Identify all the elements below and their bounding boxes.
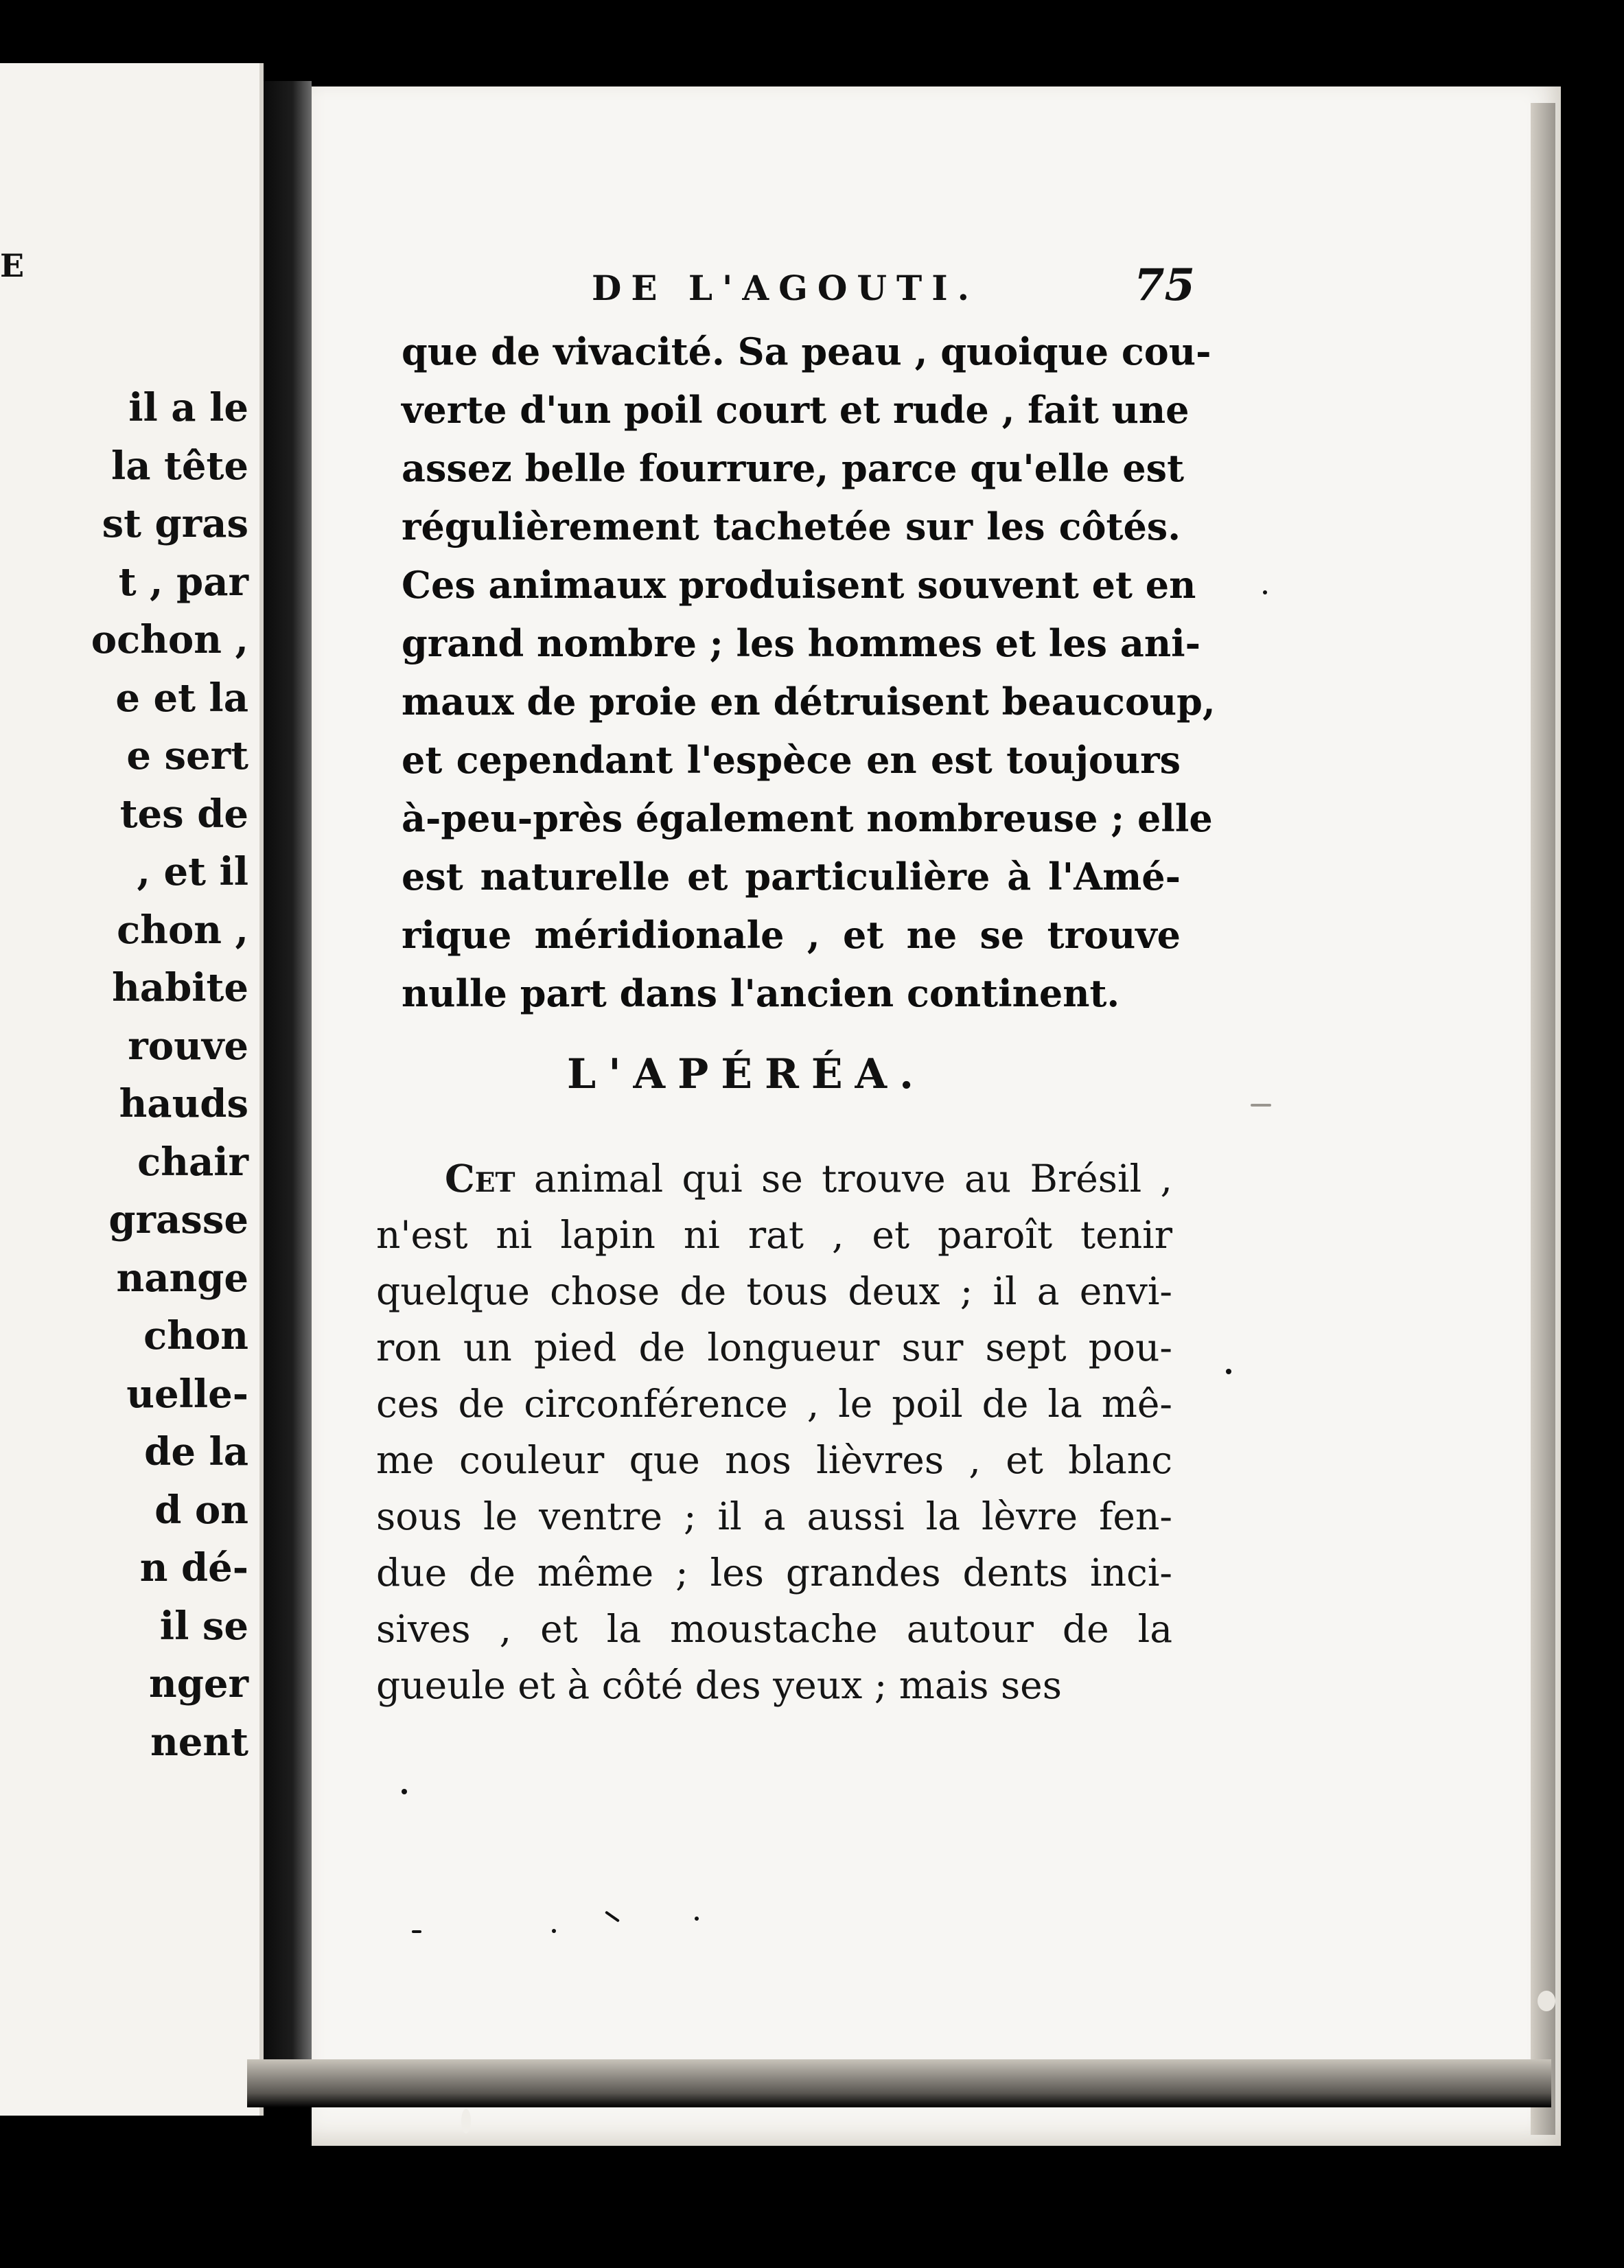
text-line: due de même ; les grandes dents inci- bbox=[376, 1551, 1172, 1595]
left-line: , et il bbox=[137, 849, 248, 894]
text-line: ces de circonférence , le poil de la mê- bbox=[376, 1382, 1172, 1426]
left-line: st gras bbox=[102, 501, 248, 546]
text-line: quelque chose de tous deux ; il a envi- bbox=[376, 1269, 1172, 1313]
left-line: e et la bbox=[115, 675, 248, 721]
drop-small-caps: Cet bbox=[445, 1156, 515, 1201]
left-page-fragment bbox=[0, 63, 264, 2116]
text-line: me couleur que nos lièvres , et blanc bbox=[376, 1438, 1172, 1482]
first-line-rest: animal qui se trouve au Brésil , bbox=[515, 1157, 1172, 1201]
text-line: et cependant l'espèce en est toujours bbox=[402, 738, 1181, 782]
scan-speck bbox=[695, 1917, 699, 1921]
left-line: rouve bbox=[128, 1023, 248, 1069]
text-line: Ces animaux produisent souvent et en bbox=[402, 563, 1196, 607]
left-line: la tête bbox=[111, 443, 248, 489]
left-page-text-column bbox=[91, 379, 248, 1771]
left-line: e sert bbox=[126, 733, 248, 778]
left-line: il se bbox=[159, 1603, 248, 1649]
left-line: t , par bbox=[118, 559, 248, 605]
text-line: n'est ni lapin ni rat , et paroît tenir bbox=[376, 1213, 1172, 1257]
scan-speck bbox=[1263, 590, 1267, 594]
text-line: assez belle fourrure, parce qu'elle est bbox=[402, 446, 1185, 490]
text-line: régulièrement tachetée sur les côtés. bbox=[402, 505, 1181, 548]
scan-speck bbox=[461, 2109, 471, 2133]
left-line: de la bbox=[144, 1429, 248, 1474]
scan-speck bbox=[412, 1930, 421, 1933]
left-line: habite bbox=[112, 965, 248, 1010]
text-line: ron un pied de longueur sur sept pou- bbox=[376, 1326, 1172, 1369]
scan-speck bbox=[552, 1929, 556, 1933]
left-line: tes de bbox=[119, 791, 248, 837]
text-line: sives , et la moustache autour de la bbox=[376, 1607, 1172, 1651]
left-line: nent bbox=[150, 1719, 248, 1765]
text-line: sous le ventre ; il a aussi la lèvre fen- bbox=[376, 1494, 1172, 1538]
left-running-head-fragment: E bbox=[0, 247, 25, 284]
left-line: d on bbox=[154, 1487, 248, 1533]
paragraph-agouti-conclusion bbox=[402, 323, 1216, 1023]
text-line: rique méridionale , et ne se trouve bbox=[402, 913, 1181, 957]
scan-speck bbox=[1538, 1991, 1555, 2011]
left-line: nange bbox=[116, 1255, 248, 1301]
left-line: ochon , bbox=[91, 617, 248, 662]
left-line: chair bbox=[137, 1139, 248, 1185]
text-line: maux de proie en détruisent beaucoup, bbox=[402, 680, 1216, 724]
text-line: à-peu-près également nombreuse ; elle bbox=[402, 796, 1213, 840]
scan-speck bbox=[402, 1789, 407, 1794]
text-line-first bbox=[376, 1150, 1172, 1207]
left-line: n dé- bbox=[139, 1545, 248, 1590]
page-number: 75 bbox=[1134, 259, 1196, 311]
left-line: chon , bbox=[117, 907, 248, 953]
text-line: gueule et à côté des yeux ; mais ses bbox=[376, 1663, 1062, 1707]
page-edge-right bbox=[1531, 103, 1555, 2135]
left-line: nger bbox=[148, 1661, 248, 1706]
left-line: hauds bbox=[119, 1081, 248, 1126]
paragraph-aperea bbox=[376, 1150, 1172, 1713]
section-heading: L'APÉRÉA. bbox=[567, 1050, 926, 1098]
text-line: est naturelle et particulière à l'Amé- bbox=[402, 855, 1181, 899]
left-line: chon bbox=[143, 1313, 248, 1358]
scan-speck bbox=[1251, 1104, 1271, 1107]
text-line: verte d'un poil court et rude , fait une bbox=[402, 388, 1190, 432]
text-line: que de vivacité. Sa peau , quoique cou- bbox=[402, 329, 1211, 373]
page-edge-bottom bbox=[247, 2059, 1551, 2107]
scan-speck bbox=[1226, 1369, 1231, 1374]
book-gutter-shadow bbox=[264, 81, 312, 2092]
text-line: grand nombre ; les hommes et les ani- bbox=[402, 621, 1201, 665]
left-line: il a le bbox=[128, 385, 248, 430]
left-line: uelle- bbox=[126, 1371, 248, 1417]
text-line: nulle part dans l'ancien continent. bbox=[402, 971, 1120, 1015]
left-line: grasse bbox=[108, 1197, 248, 1242]
running-head: DE L'AGOUTI. bbox=[592, 268, 979, 308]
